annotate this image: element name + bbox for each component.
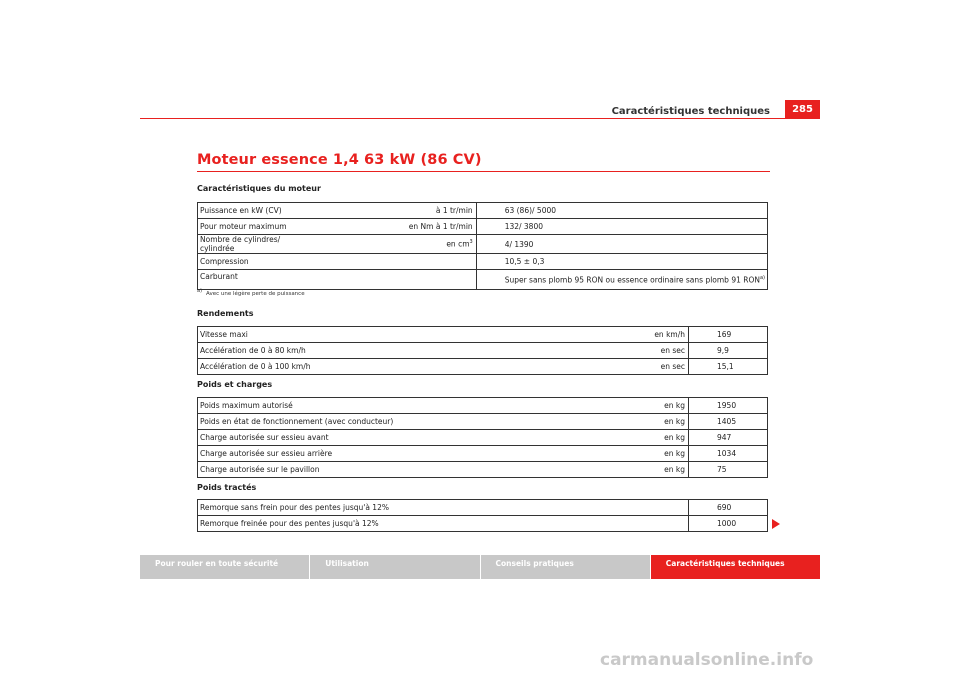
table-row: [198, 235, 768, 254]
row-label: Poids en état de fonctionnement (avec conducteur): [198, 414, 403, 430]
table-row: [198, 446, 768, 462]
section-heading-towing: Poids tractés: [197, 483, 257, 492]
section-heading-weights: Poids et charges: [197, 380, 273, 389]
footnote-text: Avec une légère perte de puissance: [206, 290, 305, 297]
row-unit: en kg: [402, 446, 689, 462]
header-divider: [140, 118, 820, 119]
header-title: Caractéristiques techniques: [611, 106, 770, 117]
row-value: 1950: [689, 398, 768, 414]
performance-spec-table: [197, 326, 768, 375]
row-value: 10,5 ± 0,3: [476, 254, 767, 270]
table-row: [198, 398, 768, 414]
value-text: Super sans plomb 95 RON ou essence ordinaire sans plomb 91 RON: [504, 275, 760, 285]
table-row: [198, 343, 768, 359]
row-unit: en kg: [402, 430, 689, 446]
row-label: Nombre de cylindres/ cylindrée: [198, 235, 315, 254]
table-row: [198, 203, 768, 219]
row-value: 75: [717, 465, 727, 474]
table-row: [198, 516, 768, 532]
tab-conseils[interactable]: Conseils pratiques: [481, 555, 650, 579]
table-row: [198, 270, 768, 290]
row-label: Poids maximum autorisé: [198, 398, 403, 414]
row-unit: [315, 254, 476, 270]
row-label: Charge autorisée sur essieu arrière: [198, 446, 403, 462]
row-unit: [402, 500, 689, 516]
row-label: Compression: [198, 254, 315, 270]
row-unit: en kg: [402, 398, 689, 414]
footnote-marker: a): [197, 288, 203, 294]
row-unit: en kg: [402, 414, 689, 430]
row-unit: à 1 tr/min: [315, 203, 476, 219]
row-label: Remorque freinée pour des pentes jusqu'à 12%: [200, 519, 379, 528]
row-label: Vitesse maxi: [198, 327, 403, 343]
tab-caracteristiques[interactable]: Caractéristiques techniques: [651, 555, 820, 579]
section-heading-engine: Caractéristiques du moteur: [197, 184, 321, 193]
page-number-badge: 285: [785, 100, 820, 118]
row-label: Charge autorisée sur essieu avant: [198, 430, 403, 446]
title-divider: [197, 171, 770, 172]
row-value: 169: [689, 327, 768, 343]
table-row: [198, 430, 768, 446]
page-title: Moteur essence 1,4 63 kW (86 CV): [197, 152, 482, 168]
row-unit: en km/h: [402, 327, 689, 343]
table-row: [198, 462, 768, 478]
row-unit: [402, 516, 689, 532]
row-unit: en sec: [402, 343, 689, 359]
table-row: [198, 219, 768, 235]
tab-securite[interactable]: Pour rouler en toute sécurité: [140, 555, 309, 579]
chapter-nav: [140, 555, 820, 579]
weights-spec-table: [197, 397, 768, 478]
row-value: 15,1: [717, 362, 734, 371]
row-label: Carburant: [200, 272, 238, 281]
watermark: carmanualsonline.info: [600, 650, 814, 670]
section-heading-performance: Rendements: [197, 309, 254, 318]
next-page-arrow-icon[interactable]: [772, 519, 780, 529]
tab-utilisation[interactable]: Utilisation: [310, 555, 479, 579]
unit-text: en cm: [446, 239, 470, 249]
row-value: 690: [689, 500, 768, 516]
row-value: [476, 270, 767, 290]
row-value: 132/ 3800: [476, 219, 767, 235]
row-label: Accélération de 0 à 80 km/h: [198, 343, 403, 359]
row-unit: en Nm à 1 tr/min: [315, 219, 476, 235]
towing-spec-table: [197, 499, 768, 532]
row-value: 63 (86)/ 5000: [476, 203, 767, 219]
row-label: Charge autorisée sur le pavillon: [200, 465, 320, 474]
unit-superscript: 3: [469, 239, 473, 246]
row-value: 1405: [689, 414, 768, 430]
footnote-ref: a): [759, 274, 765, 281]
table-row: [198, 414, 768, 430]
row-label: Remorque sans frein pour des pentes jusqu'à 12%: [198, 500, 403, 516]
table-row: [198, 327, 768, 343]
row-unit: en kg: [402, 462, 689, 478]
row-value: 947: [689, 430, 768, 446]
row-unit: [315, 270, 476, 290]
table-row: [198, 500, 768, 516]
table-row: [198, 254, 768, 270]
footnote: [197, 288, 305, 297]
row-value: 4/ 1390: [476, 235, 767, 254]
row-value: 1000: [717, 519, 737, 528]
row-value: 1034: [689, 446, 768, 462]
row-unit: [315, 235, 476, 254]
row-label: Accélération de 0 à 100 km/h: [200, 362, 311, 371]
row-label: Pour moteur maximum: [198, 219, 315, 235]
row-label: Puissance en kW (CV): [198, 203, 315, 219]
engine-spec-table: [197, 202, 768, 290]
table-row: [198, 359, 768, 375]
row-unit: en sec: [402, 359, 689, 375]
row-value: 9,9: [689, 343, 768, 359]
